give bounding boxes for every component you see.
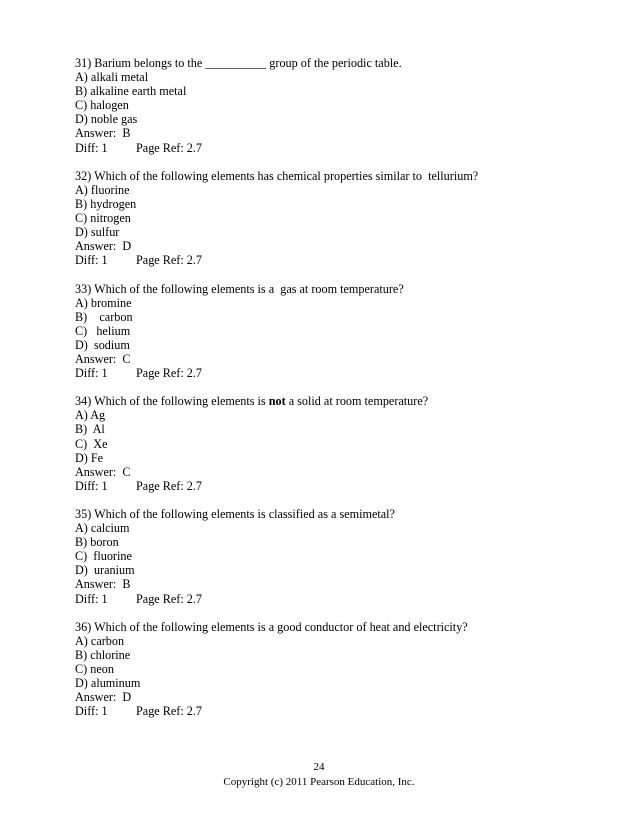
question-text-end: a solid at room temperature? — [285, 394, 429, 409]
difficulty-row — [75, 366, 595, 380]
question-34 — [75, 394, 595, 493]
option-c: C) nitrogen — [75, 211, 131, 226]
question-36 — [75, 620, 595, 719]
question-text: 35) Which of the following elements is classified as a semimetal? — [75, 507, 395, 521]
option-c: C) fluorine — [75, 549, 132, 564]
option-c: C) Xe — [75, 436, 108, 451]
difficulty: Diff: 1 — [75, 591, 108, 606]
question-32 — [75, 169, 595, 268]
option-d: D) uranium — [75, 563, 135, 578]
answer: Answer: D — [75, 690, 132, 705]
answer: Answer: C — [75, 464, 131, 479]
option-c: C) neon — [75, 662, 114, 677]
question-text: 33) Which of the following elements is a gas at room temperature? — [75, 281, 404, 296]
question-text-start: 34) Which of the following elements is — [75, 394, 269, 409]
copyright-notice: Copyright (c) 2011 Pearson Education, Inc. — [223, 776, 415, 788]
difficulty: Diff: 1 — [75, 478, 108, 493]
answer: Answer: B — [75, 126, 131, 141]
question-text: 36) Which of the following elements is a good conductor of heat and electricity? — [75, 619, 468, 634]
option-a: A) carbon — [75, 633, 125, 648]
difficulty: Diff: 1 — [75, 366, 108, 381]
page-ref: Page Ref: 2.7 — [136, 478, 203, 493]
question-text: 31) Barium belongs to the __________ group of the periodic table. — [75, 56, 402, 70]
option-d: D) noble gas — [75, 112, 138, 127]
difficulty: Diff: 1 — [75, 140, 108, 155]
question-35 — [75, 507, 595, 606]
page-ref: Page Ref: 2.7 — [136, 704, 203, 719]
question-text-emphasis: not — [268, 394, 286, 409]
option-a: A) fluorine — [75, 182, 130, 197]
answer: Answer: B — [75, 577, 131, 592]
difficulty-row — [75, 592, 595, 606]
page-ref: Page Ref: 2.7 — [136, 591, 203, 606]
option-b: B) carbon — [75, 309, 133, 324]
page-ref: Page Ref: 2.7 — [136, 366, 203, 381]
option-b: B) Al — [75, 422, 105, 437]
difficulty-row — [75, 704, 595, 718]
answer: Answer: D — [75, 239, 132, 254]
difficulty-row — [75, 479, 595, 493]
option-d: D) sodium — [75, 337, 130, 352]
option-d: D) Fe — [75, 450, 104, 465]
option-c: C) helium — [75, 323, 131, 338]
option-d: D) sulfur — [75, 225, 120, 240]
difficulty: Diff: 1 — [75, 704, 108, 719]
difficulty-row — [75, 253, 595, 267]
option-b: B) chlorine — [75, 647, 131, 662]
question-31 — [75, 56, 595, 155]
option-a: A) bromine — [75, 295, 132, 310]
answer: Answer: C — [75, 351, 131, 366]
option-a: A) Ag — [75, 408, 106, 423]
question-text — [75, 394, 595, 408]
difficulty: Diff: 1 — [75, 253, 108, 268]
question-33 — [75, 282, 595, 381]
page-ref: Page Ref: 2.7 — [136, 253, 203, 268]
question-text: 32) Which of the following elements has chemical properties similar to tellurium? — [75, 168, 479, 183]
option-b: B) boron — [75, 535, 119, 550]
option-a: A) calcium — [75, 521, 130, 536]
question-list — [75, 56, 595, 733]
page-ref: Page Ref: 2.7 — [136, 140, 203, 155]
option-d: D) aluminum — [75, 676, 141, 691]
option-a: A) alkali metal — [75, 70, 149, 85]
option-b: B) hydrogen — [75, 196, 137, 211]
difficulty-row — [75, 141, 595, 155]
option-b: B) alkaline earth metal — [75, 84, 187, 99]
option-c: C) halogen — [75, 98, 129, 113]
page-number: 24 — [313, 761, 325, 773]
